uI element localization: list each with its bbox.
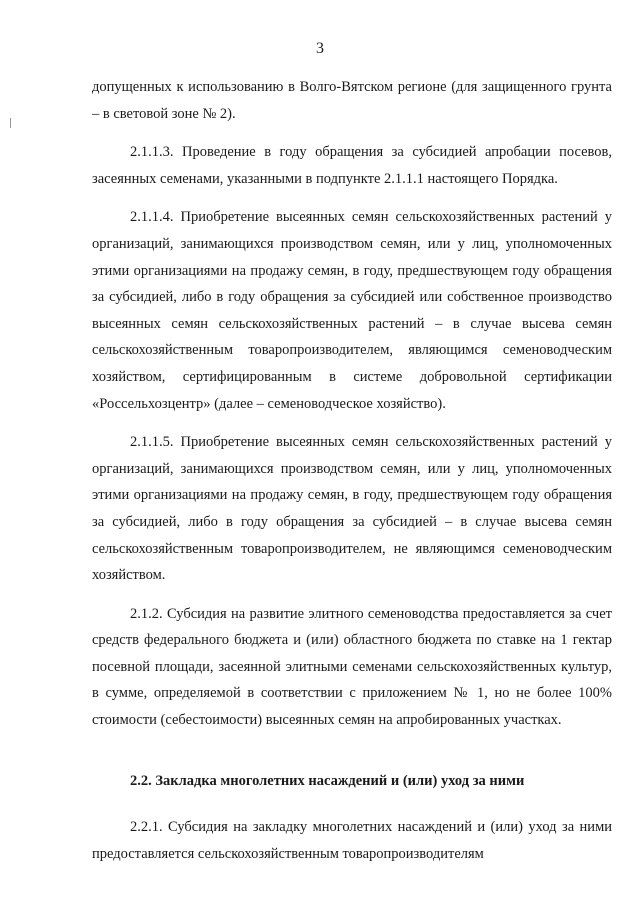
paragraph-2-2-1: 2.2.1. Субсидия на закладку многолетних насаждений и (или) уход за ними предоставляется сельскохозяйственным товаропроизводителям xyxy=(92,819,612,862)
paragraph-2-1-2: 2.1.2. Субсидия на развитие элитного семеноводства предоставляется за счет средств федерального бюджета и (или) областного бюджета по ставке на 1 гектар посевной площади, засеянной элитными семенами сельскохозяйственных культур, в сумме, определяемой в соответствии с приложением № 1, но не более 100% стоимости (себестоимости) высеянных семян на апробированных участках. xyxy=(92,605,612,729)
document-body xyxy=(92,74,612,867)
margin-mark xyxy=(10,118,11,128)
section-heading-2-2: 2.2. Закладка многолетних насаждений и (или) уход за ними xyxy=(130,772,525,789)
page-number: 3 xyxy=(316,40,324,57)
paragraph-2-1-1-3: 2.1.1.3. Проведение в году обращения за субсидией апробации посевов, засеянных семенами, указанными в подпункте 2.1.1.1 настоящего Порядка. xyxy=(92,144,612,187)
paragraph-continuation: допущенных к использованию в Волго-Вятском регионе (для защищенного грунта – в световой зоне № 2). xyxy=(92,79,612,122)
paragraph-2-1-1-5: 2.1.1.5. Приобретение высеянных семян сельскохозяйственных растений у организаций, занимающихся производством семян, или у лиц, уполномоченных этими организациями на продажу семян, в году, предшествующем году обращения за субсидией, либо в году обращения за субсидией – в случае высева семян сельскохозяйственным товаропроизводителем, не являющимся семеноводческим хозяйством. xyxy=(92,434,612,584)
paragraph-2-1-1-4: 2.1.1.4. Приобретение высеянных семян сельскохозяйственных растений у организаций, занимающихся производством семян, или у лиц, уполномоченных этими организациями на продажу семян, в году, предшествующем году обращения за субсидией, либо в году обращения за субсидией или собственное производство высеянных семян сельскохозяйственных растений – в случае высева семян сельскохозяйственным товаропроизводителем, являющимся семеноводческим хозяйством, сертифицированным в системе добровольной сертификации «Россельхозцентр» (далее – семеноводческое хозяйство). xyxy=(92,209,612,412)
